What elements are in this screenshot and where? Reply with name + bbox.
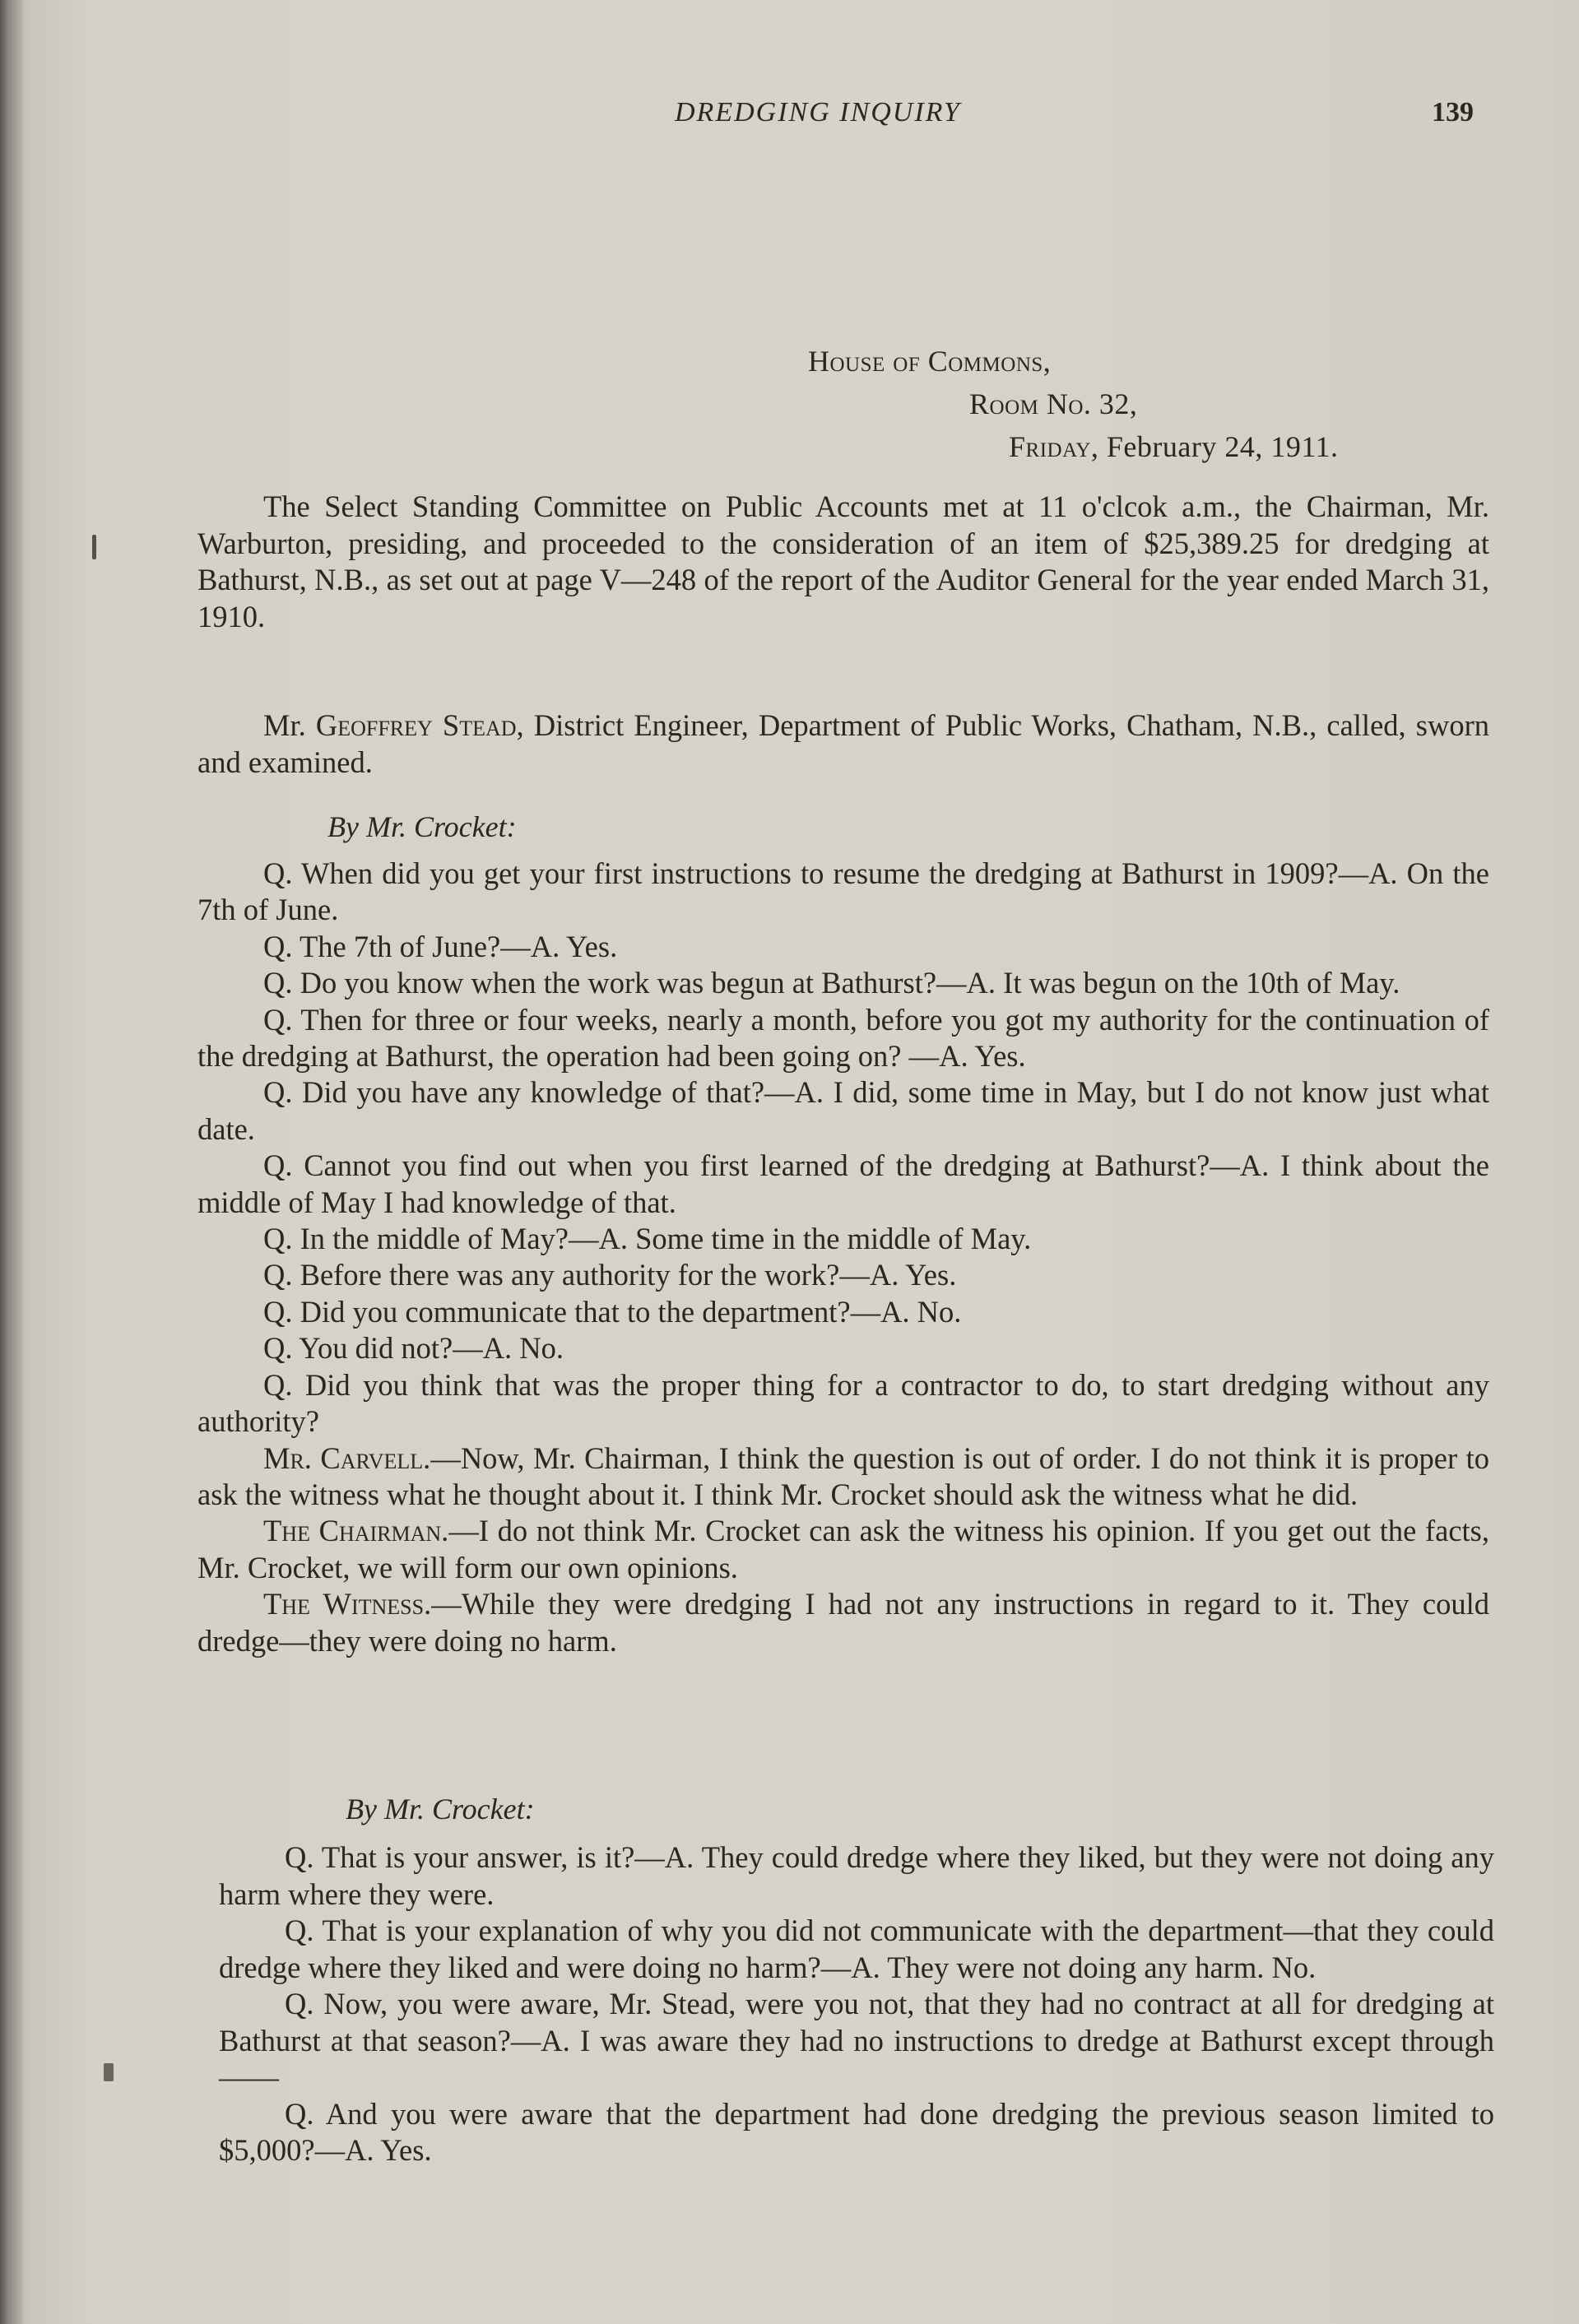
- speech-text: —I do not think Mr. Crocket can ask the witness his opinion. If you get out the facts, Mr. Crocket, we will form our own opinions.: [197, 1514, 1489, 1584]
- witness-intro-rest: District Engineer, Department of Public Works, Chatham, N.B., called, sworn and examined.: [197, 708, 1489, 779]
- examiner-subheading: By Mr. Crocket:: [327, 810, 517, 843]
- qa-line: Q. Did you communicate that to the department?—A. No.: [263, 1294, 962, 1329]
- qa-line: Q. In the middle of May?—A. Some time in the middle of May.: [263, 1222, 1032, 1256]
- speech: [197, 1586, 1489, 1659]
- examination-section-1: [197, 856, 1489, 1659]
- speech-text: —Now, Mr. Chairman, I think the question is out of order. I do not think it is proper to ask the witness what he thought about it. I think Mr. Crocket should ask the witness what he did.: [197, 1440, 1489, 1511]
- witness-intro: [197, 707, 1489, 781]
- speaker: The Witness.: [263, 1587, 432, 1621]
- qa-line: Q. The 7th of June?—A. Yes.: [263, 929, 618, 963]
- qa-line: Q. Cannot you find out when you first learned of the dredging at Bathurst?—A. I think about the middle of May I had knowledge of that.: [197, 1148, 1489, 1219]
- address-line-2: [969, 387, 1137, 421]
- speaker: Mr. Carvell.: [263, 1440, 431, 1475]
- address-room: Room No. 32,: [969, 387, 1138, 420]
- speech-text: —While they were dredging I had not any instructions in regard to it. They could dredge—they were doing no harm.: [197, 1587, 1489, 1658]
- qa-line: Q. When did you get your first instructions to resume the dredging at Bathurst in 1909?—A. On the 7th of June.: [197, 856, 1489, 927]
- margin-mark: [92, 535, 96, 559]
- qa-line: Q. Before there was any authority for the work?—A. Yes.: [263, 1258, 957, 1292]
- address-day: Friday,: [1009, 430, 1099, 463]
- qa-line: Q. Did you think that was the proper thing for a contractor to do, to start dredging without any authority?: [197, 1367, 1489, 1439]
- qa-line: Q. Then for three or four weeks, nearly a month, before you got my authority for the continuation of the dredging at Bathurst, the operation had been going on? —A. Yes.: [197, 1002, 1489, 1074]
- page-number: 139: [1432, 97, 1474, 128]
- address-line-3: [1009, 429, 1339, 464]
- address-date: February 24, 1911.: [1098, 430, 1339, 463]
- examination-section-2: [219, 1839, 1494, 2169]
- book-spine-shadow: [0, 0, 25, 2324]
- intro-paragraph: [197, 489, 1489, 635]
- speech: [197, 1513, 1489, 1586]
- qa-line: Q. That is your explanation of why you did not communicate with the department—that they could dredge where they liked and were doing no harm?—A. They were not doing any harm. No.: [219, 1913, 1494, 1984]
- address-line-1: House of Commons,: [808, 345, 1052, 378]
- intro-text: The Select Standing Committee on Public Accounts met at 11 o'clcok a.m., the Chairman, Mr. Warburton, presiding, and proceeded to the consideration of an item of $25,389.25 for dredging at Bathurst, N.B., as set out at page V—248 of the report of the Auditor General for the year ended March 31, 1910.: [197, 489, 1489, 633]
- qa-line: Q. You did not?—A. No.: [263, 1331, 564, 1366]
- running-head: DREDGING INQUIRY: [675, 97, 961, 128]
- qa-line: Q. Now, you were aware, Mr. Stead, were you not, that they had no contract at all for dredging at Bathurst at that season?—A. I was aware they had no instructions to dredge at Bathurst except through——: [219, 1987, 1494, 2094]
- qa-line: Q. Did you have any knowledge of that?—A. I did, some time in May, but I do not know just what date.: [197, 1075, 1489, 1146]
- witness-intro-paragraph: [197, 707, 1489, 781]
- examiner-subheading: By Mr. Crocket:: [346, 1793, 535, 1825]
- speech: [197, 1440, 1489, 1514]
- speaker: The Chairman.: [263, 1514, 449, 1548]
- witness-intro-prefix: Mr.: [263, 708, 316, 742]
- qa-line: Q. And you were aware that the department had done dredging the previous season limited to $5,000?—A. Yes.: [219, 2096, 1494, 2167]
- witness-name: Geoffrey Stead,: [315, 708, 524, 742]
- qa-line: Q. Do you know when the work was begun at Bathurst?—A. It was begun on the 10th of May.: [263, 966, 1400, 1000]
- margin-mark: [104, 2063, 114, 2081]
- qa-line: Q. That is your answer, is it?—A. They could dredge where they liked, but they were not doing any harm where they were.: [219, 1840, 1494, 1911]
